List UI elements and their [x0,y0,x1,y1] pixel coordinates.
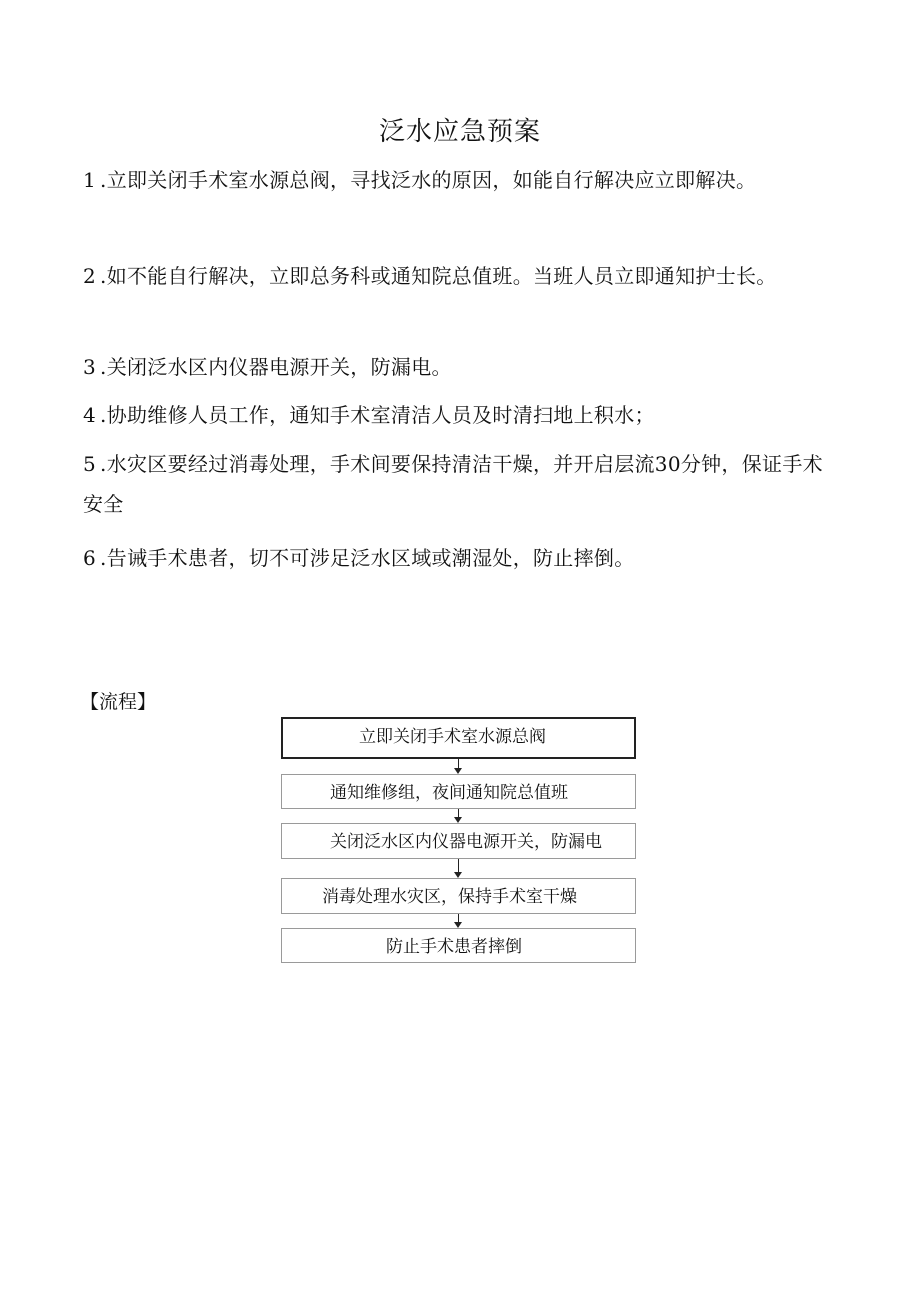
item-number: 2 [83,264,97,288]
flow-section-label: 【流程】 [80,691,157,713]
flow-step-prevent-falls: 防止手术患者摔倒 [281,928,636,963]
item-text: .如不能自行解决，立即总务科或通知院总值班。当班人员立即通知护士长。 [100,264,777,288]
item-text: .立即关闭手术室水源总阀，寻找泛水的原因，如能自行解决应立即解决。 [100,168,757,192]
item-text: .协助维修人员工作，通知手术室清洁人员及时清扫地上积水； [100,403,655,427]
list-item [83,395,833,435]
item-number: 4 [83,403,97,427]
flow-step-power-off: 关闭泛水区内仪器电源开关，防漏电 [281,823,636,859]
flow-step-shut-water-valve: 立即关闭手术室水源总阀 [281,717,636,759]
item-number: 1 [83,168,97,192]
list-item [83,160,833,200]
item-number: 6 [83,546,97,570]
item-number: 5 [83,452,97,476]
item-text: .关闭泛水区内仪器电源开关，防漏电。 [100,355,452,379]
flow-step-disinfect: 消毒处理水灾区，保持手术室干燥 [281,878,636,914]
list-item [83,256,833,296]
list-item [83,538,833,578]
flow-step-notify-maintenance: 通知维修组，夜间通知院总值班 [281,774,636,809]
page-title: 泛水应急预案 [378,117,541,147]
item-text: .告诫手术患者，切不可涉足泛水区域或潮湿处，防止摔倒。 [100,546,635,570]
item-number: 3 [83,355,97,379]
list-item [83,444,833,524]
item-text: .水灾区要经过消毒处理，手术间要保持清洁干燥，并开启层流30分钟，保证手术安全 [83,452,823,516]
list-item [83,347,833,387]
